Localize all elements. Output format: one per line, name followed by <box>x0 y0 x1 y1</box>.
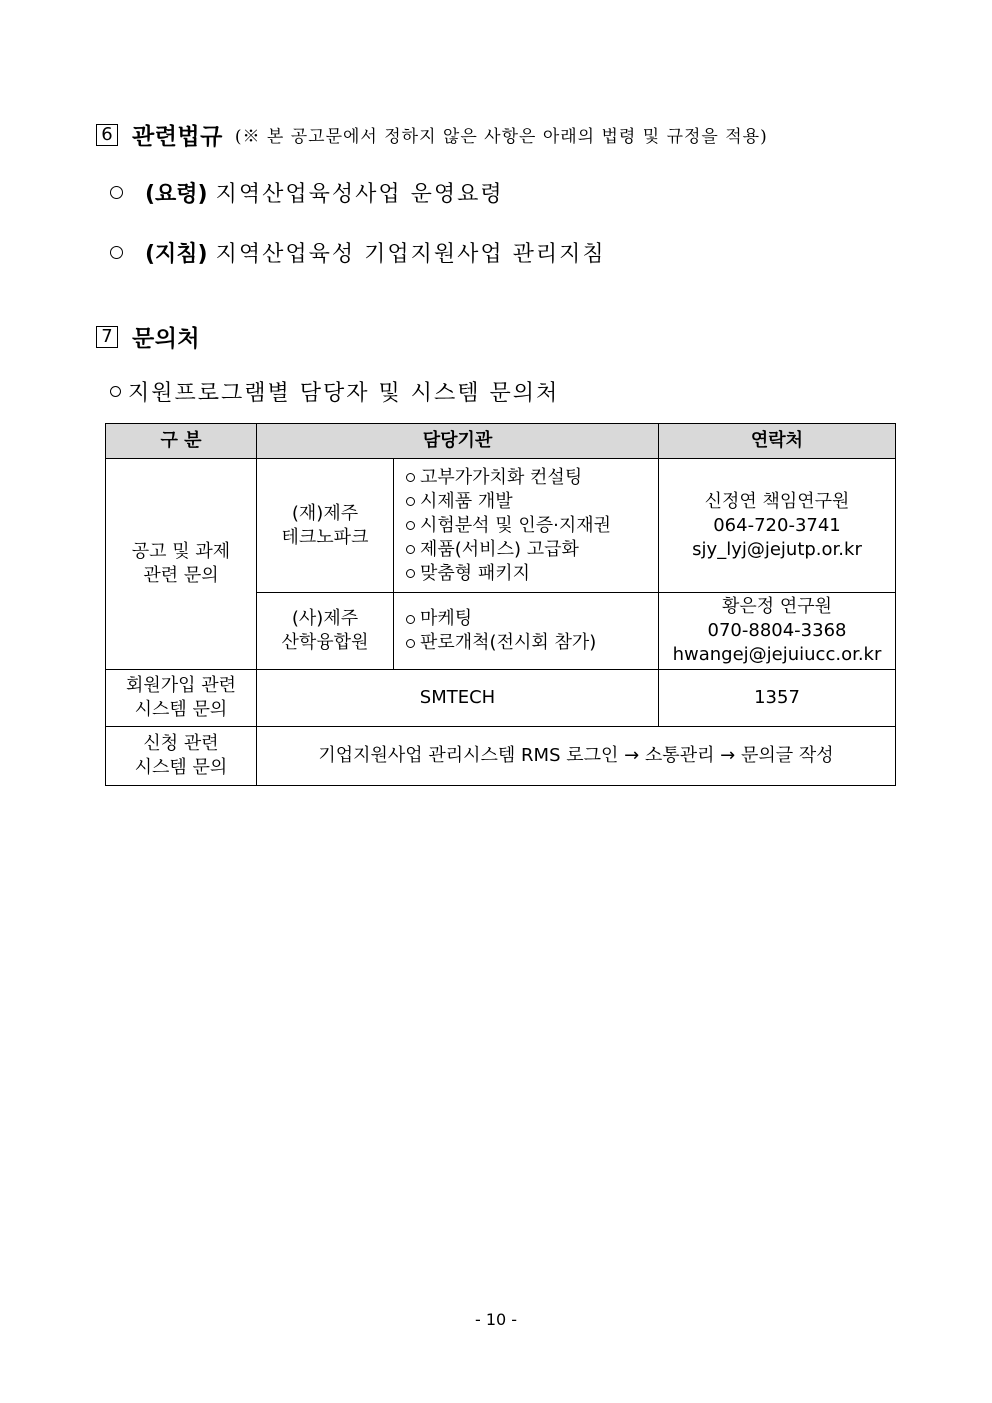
organization-line: (사)제주 <box>291 608 359 629</box>
header-category: 구 분 <box>106 424 257 459</box>
category-line: 관련 문의 <box>143 565 219 586</box>
category-line: 시스템 문의 <box>134 699 228 720</box>
header-organization: 담당기관 <box>257 424 659 459</box>
circle-bullet-icon <box>406 615 415 624</box>
category-cell <box>106 727 257 786</box>
organization-cell <box>257 459 394 593</box>
contact-cell <box>659 593 896 670</box>
category-line: 신청 관련 <box>143 733 219 754</box>
circle-bullet-icon <box>406 639 415 648</box>
regulation-item <box>110 237 606 268</box>
contact-phone: 070-8804-3368 <box>707 620 847 641</box>
contact-person: 황은정 연구원 <box>721 596 833 617</box>
section-number-box: 7 <box>96 326 118 348</box>
contact-email: hwangej@jejuiucc.or.kr <box>672 644 882 665</box>
circle-bullet-icon <box>110 186 123 199</box>
section-title: 관련법규 <box>132 124 223 150</box>
contact-cell <box>659 459 896 593</box>
program-item <box>406 562 658 586</box>
regulation-tag: (요령) <box>145 182 208 207</box>
section-7-heading <box>96 320 200 353</box>
program-item <box>406 466 658 490</box>
program-label: 판로개척(전시회 참가) <box>420 632 597 653</box>
regulation-text: 지역산업육성사업 운영요령 <box>215 182 504 207</box>
program-list-cell <box>394 593 659 670</box>
circle-bullet-icon <box>110 386 121 397</box>
circle-bullet-icon <box>406 497 415 506</box>
header-contact: 연락처 <box>659 424 896 459</box>
program-label: 제품(서비스) 고급화 <box>420 538 579 560</box>
program-label: 맞춤형 패키지 <box>420 562 531 584</box>
program-label: 마케팅 <box>420 608 473 629</box>
category-line: 공고 및 과제 <box>131 541 231 562</box>
category-cell <box>106 459 257 670</box>
application-instruction: 기업지원사업 관리시스템 RMS 로그인 → 소통관리 → 문의글 작성 <box>257 727 896 786</box>
organization-cell <box>257 593 394 670</box>
table-header-row <box>106 424 896 459</box>
section-6-heading <box>96 118 768 151</box>
section-note: (※ 본 공고문에서 정하지 않은 사항은 아래의 법령 및 규정을 적용) <box>234 127 768 147</box>
program-label: 고부가가치화 컨설팅 <box>420 466 583 488</box>
circle-bullet-icon <box>406 569 415 578</box>
category-line: 시스템 문의 <box>134 757 228 778</box>
program-item <box>406 607 658 631</box>
program-list-cell <box>394 459 659 593</box>
contact-email: sjy_lyj@jejutp.or.kr <box>692 538 862 560</box>
circle-bullet-icon <box>406 521 415 530</box>
organization-cell: SMTECH <box>257 670 659 727</box>
program-label: 시제품 개발 <box>420 490 513 512</box>
contact-subtitle <box>110 376 559 407</box>
contact-phone: 064-720-3741 <box>713 514 841 536</box>
program-item <box>406 538 658 562</box>
regulation-tag: (지침) <box>145 242 208 267</box>
section-title: 문의처 <box>132 326 201 352</box>
program-item <box>406 631 658 655</box>
regulation-text: 지역산업육성 기업지원사업 관리지침 <box>215 242 606 267</box>
circle-bullet-icon <box>406 473 415 482</box>
category-cell <box>106 670 257 727</box>
organization-line: (재)제주 <box>291 502 359 524</box>
table-row <box>106 670 896 727</box>
table-row <box>106 459 896 593</box>
contact-table <box>105 423 896 786</box>
program-item <box>406 490 658 514</box>
section-number-box: 6 <box>96 124 118 146</box>
page-number: - 10 - <box>474 1310 518 1329</box>
contact-subtitle-text: 지원프로그램별 담당자 및 시스템 문의처 <box>128 381 560 406</box>
program-item <box>406 514 658 538</box>
category-line: 회원가입 관련 <box>125 675 237 696</box>
regulation-item <box>110 177 504 208</box>
circle-bullet-icon <box>110 246 123 259</box>
circle-bullet-icon <box>406 545 415 554</box>
organization-line: 산학융합원 <box>281 632 369 653</box>
organization-line: 테크노파크 <box>281 526 369 548</box>
program-label: 시험분석 및 인증·지재권 <box>420 514 612 536</box>
contact-cell: 1357 <box>659 670 896 727</box>
contact-person: 신정연 책임연구원 <box>704 490 850 512</box>
table-row <box>106 727 896 786</box>
